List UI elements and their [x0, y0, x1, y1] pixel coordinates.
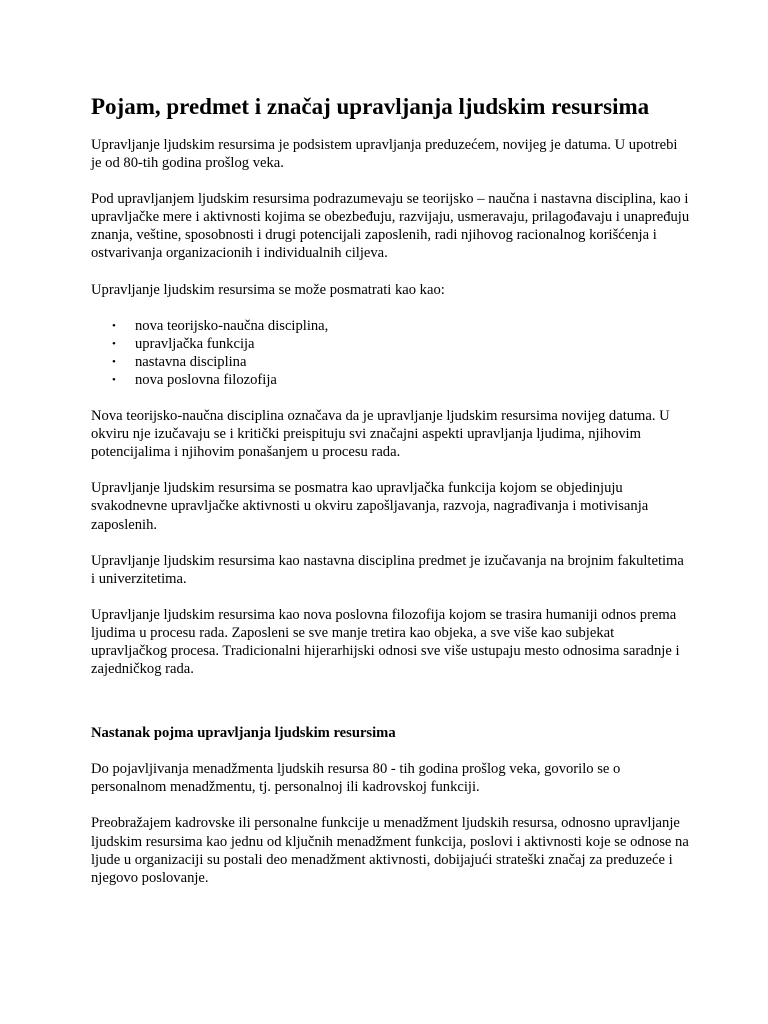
intro-paragraph-1: Upravljanje ljudskim resursima je podsistem upravljanja preduzećem, novijeg je datuma. U upotrebi je od 80-tih godina prošlog veka.: [91, 137, 678, 172]
list-item: [112, 353, 691, 371]
list-item-text: upravljačka funkcija: [135, 335, 255, 352]
bullet-icon: •: [112, 319, 116, 332]
list-item-text: nastavna disciplina: [135, 353, 247, 370]
list-item: [112, 317, 691, 335]
body-paragraph-2: Upravljanje ljudskim resursima se posmatra kao upravljačka funkcija kojom se objedinjuju svakodnevne upravljačke aktivnosti u okviru zapošljavanja, razvoja, nagrađivanja i motivisanja zaposlenih.: [91, 480, 649, 533]
body-paragraph-3: Upravljanje ljudskim resursima kao nastavna disciplina predmet je izučavanja na brojnim fakultetima i univerzitetima.: [91, 552, 684, 587]
list-item: [112, 335, 691, 353]
bullet-icon: •: [112, 355, 116, 368]
body-paragraph-4: Upravljanje ljudskim resursima kao nova poslovna filozofija kojom se trasira humaniji odnos prema ljudima u procesu rada. Zaposleni se sve manje tretira kao objeka, a sve više kao subjekat upravljačkog procesa. Tradicionalni hijerarhijski odnosi sve više ustupaju mesto odnosima saradnje i zajedničkog rada.: [91, 606, 680, 678]
bullet-list: [91, 317, 691, 389]
bullet-icon: •: [112, 337, 116, 350]
section-paragraph-1: Do pojavljivanja menadžmenta ljudskih resursa 80 - tih godina prošlog veka, govorilo se o personalnom menadžmentu, tj. personalnoj ili kadrovskoj funkciji.: [91, 761, 621, 796]
body-paragraph-1: Nova teorijsko-naučna disciplina označava da je upravljanje ljudskim resursima novijeg datuma. U okviru nje izučavaju se i kritički preispituju svi značajni aspekti upravljanja ljudima, njihovim potencijalima i njihovim ponašanjem u procesu rada.: [91, 408, 670, 461]
bullet-icon: •: [112, 373, 116, 386]
section-heading: Nastanak pojma upravljanja ljudskim resursima: [91, 725, 396, 742]
intro-paragraph-2: Pod upravljanjem ljudskim resursima podrazumevaju se teorijsko – naučna i nastavna disciplina, kao i upravljačke mere i aktivnosti kojima se obezbeđuju, razvijaju, usmeravaju, prilagođavaju i unapređuju znanja, veštine, sposobnosti i drugi potencijali zaposlenih, radi njihovog racionalnog korišćenja i ostvarivanja organizacionih i individualnih ciljeva.: [91, 191, 690, 262]
list-item-text: nova teorijsko-naučna disciplina,: [135, 317, 329, 334]
document-title: Pojam, predmet i značaj upravljanja ljudskim resursima: [91, 94, 650, 119]
document-page: [91, 92, 691, 905]
list-item-text: nova poslovna filozofija: [135, 371, 277, 388]
list-item: [112, 371, 691, 389]
intro-paragraph-3: Upravljanje ljudskim resursima se može posmatrati kao kao:: [91, 281, 445, 298]
section-paragraph-2: Preobražajem kadrovske ili personalne funkcije u menadžment ljudskih resursa, odnosno upravljanje ljudskim resursima kao jednu od ključnih menadžment funkcija, poslovi i aktivnosti koje se odnose na ljude u organizaciji su postali deo menadžment aktivnosti, dobijajući strateški značaj za preduzeće i njegovo poslovanje.: [91, 815, 689, 886]
